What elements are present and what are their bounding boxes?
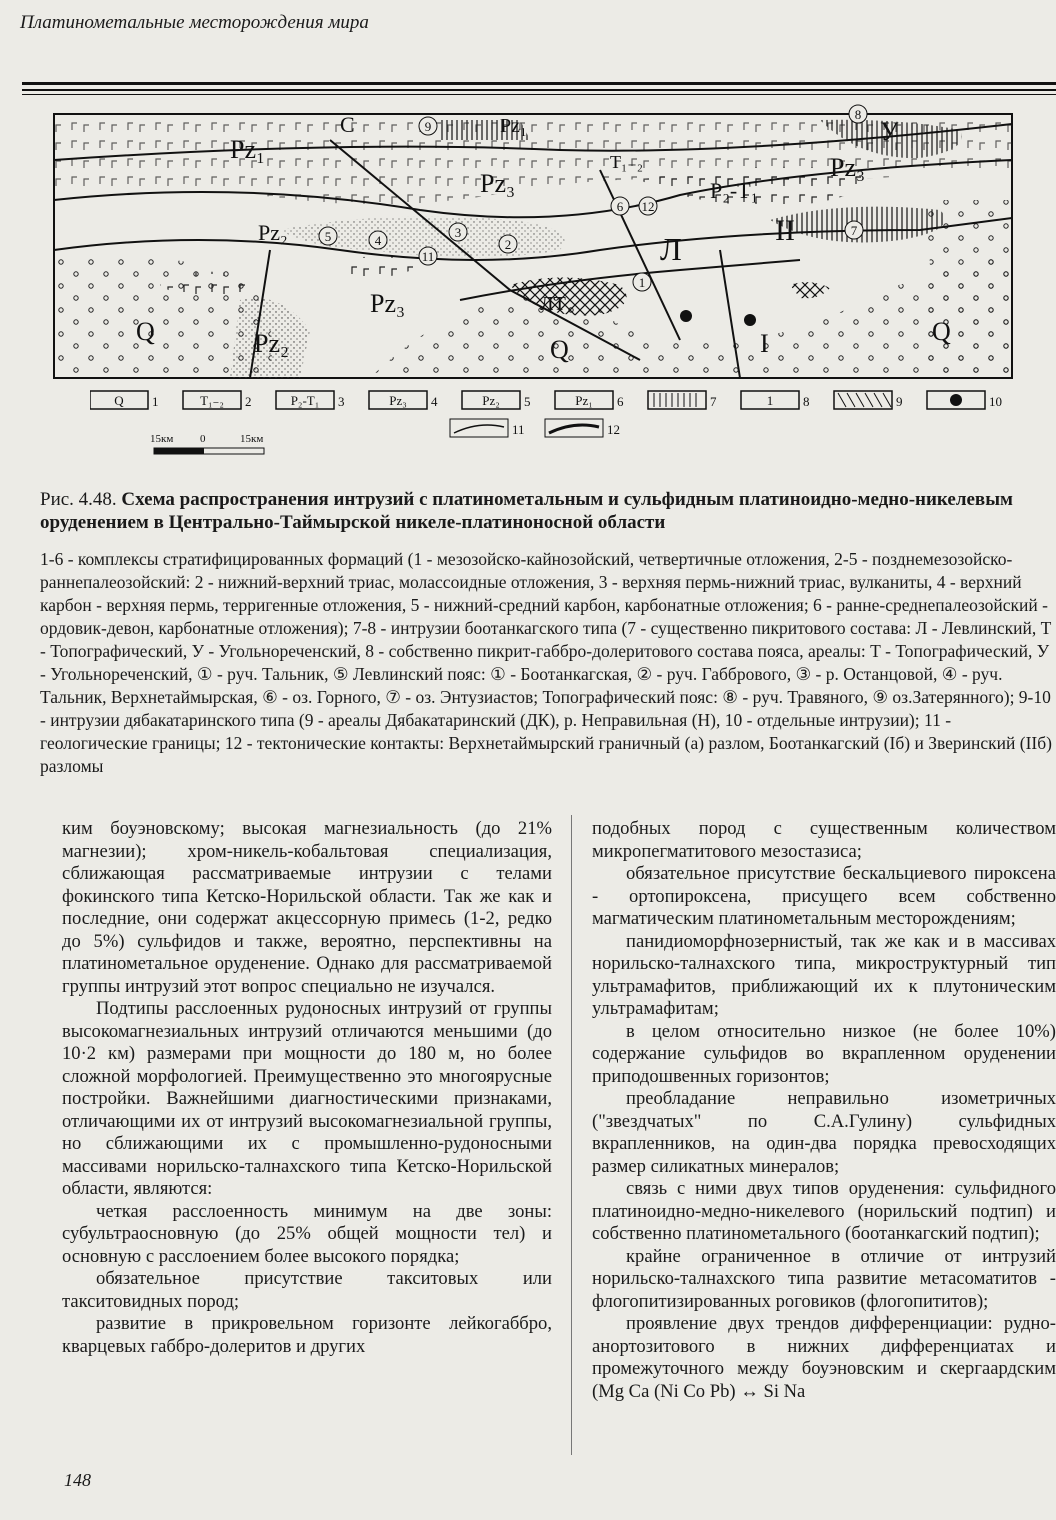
map-marker <box>419 117 437 135</box>
svg-text:8: 8 <box>803 394 810 409</box>
scale-bar <box>150 430 290 470</box>
paragraph: проявление двух трендов дифференциации: рудно-анортозитового в нижних дифференциатах и промежуточного между боуэновским и скергаардским (Mg Ca (Ni Co Pb) ↔ Si Na <box>592 1313 1056 1402</box>
legend-item <box>545 419 620 437</box>
svg-text:P₂-T₁: P₂-T₁ <box>290 393 320 408</box>
label-lt: ЛТ <box>540 293 566 315</box>
figure-caption <box>40 488 1056 534</box>
figure-label: Рис. 4.48. <box>40 489 117 510</box>
map-marker <box>499 235 517 253</box>
legend-item <box>183 391 252 409</box>
legend-item <box>369 391 438 409</box>
legend-item <box>741 391 810 409</box>
label-y: У <box>880 117 899 146</box>
svg-text:9: 9 <box>424 119 432 134</box>
map-marker <box>845 221 863 239</box>
legend-item <box>555 391 624 409</box>
paragraph: развитие в прикровельном горизонте лейкогаббро, кварцевых габбро-долеритов и других <box>62 1313 552 1357</box>
paragraph: ким боуэновскому; высокая магнезиальность (до 21% магнезии); хром-никель-кобальтовая специализация, сближающая рассматриваемые интрузии с телами фокинского типа Кетско-Норильской области. Так же как и последние, они содержат акцессорную примесь (1-2, редко до 5%) сульфидов и также, вероятно, перспективны на платинометальное оруденение. Однако для рассматриваемой группы интрузий этот вопрос специально не изучался. <box>62 818 552 997</box>
svg-text:6: 6 <box>616 199 624 214</box>
label-pz3: Pz₃ <box>480 169 516 198</box>
svg-text:2: 2 <box>245 394 252 409</box>
paragraph: Подтипы расслоенных рудоносных интрузий от группы высокомагнезиальных интрузий отличаются меньшими (до 10·2 км) размерами при мощности до 180 м, но более сложной морфологией. Преимущественно это многоярусные постройки. Важнейшими диагностическими признаками, отличающими их от интрузий высокомагнезиальной группы, но сближающими их с промышленно-рудоносными массивами норильско-талнахского типа Кетско-Норильской области, являются: <box>62 998 552 1199</box>
map-marker <box>639 197 657 215</box>
map-marker <box>419 247 437 265</box>
svg-text:9: 9 <box>896 394 903 409</box>
label-i: I <box>760 329 769 358</box>
header-rule <box>22 82 1056 85</box>
svg-text:11: 11 <box>421 249 435 264</box>
label-pz3: Pz₃ <box>370 289 406 318</box>
legend-item <box>276 391 345 409</box>
label-c: C <box>340 112 355 137</box>
svg-text:3: 3 <box>338 394 345 409</box>
paragraph: обязательное присутствие такситовых или такситовидных пород; <box>62 1268 552 1312</box>
legend-item <box>927 391 1002 409</box>
figure-legend-text: 1-6 - комплексы стратифицированных формаций (1 - мезозойско-кайнозойский, четвертичные отложения, 2-5 - позднемезозойско-раннепалеозойский: 2 - нижний-верхний триас, молассоидные отложения, 3 - верхняя пермь-нижний триас, вулканиты, 4 - верхний карбон - верхняя пермь, терригенные отложения, 5 - нижний-средний карбон, карбонатные отложения; 6 - ранне-среднепалеозойский - ордовик-девон, карбонатные отложения); 7-8 - интрузии боотанкагского типа (7 - существенно пикритового состава: Л - Левлинский, Т - Топографический, У - Угольнореченский, 8 - собственно пикрит-габбро-долеритового состава пояса, ареалы: Т - Топографический, У - Угольнореченский, ① - руч. Тальник, ⑤ Левлинский пояс: ① - Боотанкагская, ② - руч. Габбрового, ③ - р. Останцовой, ④ - руч. Тальник, Верхнетаймырская, ⑥ - оз. Горного, ⑦ - оз. Энтузиастов; Топографический пояс: ⑧ - руч. Травяного, ⑨ оз.Затерянного); 9-10 - интрузии дябакатаринского типа (9 - ареалы Дябакатаринский (ДК), р. Неправильная (Н), 10 - отдельные интрузии); 11 - геологические границы; 12 - тектонические контакты: Верхнетаймырский граничный (а) разлом, Боотанкагский (Iб) и Зверинский (IIб) разломы <box>40 549 1052 776</box>
svg-text:6: 6 <box>617 394 624 409</box>
svg-text:15км: 15км <box>240 433 264 445</box>
svg-text:5: 5 <box>524 394 531 409</box>
paragraph: в целом относительно низкое (не более 10%) содержание сульфидов во вкрапленном оруденении приподошвенных горизонтов; <box>592 1020 1056 1087</box>
label-pz1: Pz₁ <box>500 115 527 137</box>
map-marker <box>849 105 867 123</box>
label-pz1: Pz₁ <box>230 135 266 164</box>
svg-text:5: 5 <box>324 229 332 244</box>
right-column <box>592 818 1056 1403</box>
map-marker <box>369 231 387 249</box>
figure-title: Схема распространения интрузий с платинометальным и сульфидным платиноидно-медно-никелевым оруденением в Центрально-Таймырской никеле-платиноносной области <box>40 489 1013 533</box>
svg-text:1: 1 <box>766 393 774 408</box>
map-marker <box>633 273 651 291</box>
paragraph: преобладание неправильно изометричных ("звездчатых" по С.А.Гулину) сульфидных вкрапленников, на один-два порядка превосходящих размер силикатных минералов; <box>592 1088 1056 1177</box>
label-pz2: Pz₂ <box>258 220 288 245</box>
map-marker <box>319 227 337 245</box>
svg-text:Pz₃: Pz₃ <box>389 393 407 408</box>
svg-text:10: 10 <box>989 394 1002 409</box>
svg-text:8: 8 <box>854 107 862 122</box>
svg-text:1: 1 <box>638 275 646 290</box>
page-number: 148 <box>64 1470 91 1490</box>
map-marker <box>449 223 467 241</box>
paragraph: крайне ограниченное в отличие от интрузий норильско-талнахского типа развитие метасоматитов - флогопитизированных роговиков (флогопититов); <box>592 1245 1056 1312</box>
label-pz3: Pz₃ <box>830 153 866 182</box>
svg-text:Pz₂: Pz₂ <box>482 393 500 408</box>
svg-text:Q: Q <box>114 393 124 408</box>
svg-text:T₁₋₂: T₁₋₂ <box>200 393 224 408</box>
paragraph: четкая расслоенность минимум на две зоны: субультраосновную (до 25% общей мощности тел) и основную с расслоением более высокого порядка; <box>62 1200 552 1267</box>
header-rule <box>22 89 1056 91</box>
paragraph: подобных пород с существенным количеством микропегматитового мезостазиса; <box>592 818 1056 862</box>
label-q: Q <box>136 317 155 346</box>
svg-text:3: 3 <box>454 225 462 240</box>
svg-text:0: 0 <box>200 433 206 445</box>
svg-text:11: 11 <box>512 422 525 437</box>
svg-text:1: 1 <box>152 394 159 409</box>
paragraph: панидиоморфнозернистый, так же как и в массивах норильско-талнахского типа, микроструктурный тип ультрамафитов, приближающий их к плутоническим ультрамафитам; <box>592 930 1056 1019</box>
svg-text:12: 12 <box>607 422 620 437</box>
label-t12: T₁₋₂ <box>610 152 644 172</box>
svg-text:4: 4 <box>374 233 382 248</box>
left-column <box>62 818 552 1358</box>
svg-text:2: 2 <box>504 237 512 252</box>
label-q: Q <box>550 335 569 364</box>
running-header: Платинометальные месторождения мира <box>20 12 369 33</box>
label-ii: II <box>775 214 795 247</box>
paragraph: обязательное присутствие бескальциевого пироксена - ортопироксена, присущего всем собственно магматическим платинометальным месторождениям; <box>592 863 1056 929</box>
column-divider <box>571 815 572 1455</box>
paragraph: связь с ними двух типов оруденения: сульфидного платиноидно-медно-никелевого (норильский подтип) и собственно платинометального (боотанкагский подтип); <box>592 1178 1056 1244</box>
svg-text:12: 12 <box>641 199 655 214</box>
label-pz2: Pz₂ <box>254 329 290 358</box>
svg-text:Pz₁: Pz₁ <box>575 393 593 408</box>
svg-text:4: 4 <box>431 394 438 409</box>
svg-text:7: 7 <box>850 223 858 238</box>
legend-item <box>648 391 717 409</box>
label-p2t1: P₂-T₁ <box>710 178 759 203</box>
geological-map <box>40 100 1040 390</box>
header-rule <box>22 94 1056 95</box>
legend-item <box>90 391 159 409</box>
map-marker <box>611 197 629 215</box>
label-q: Q <box>932 317 951 346</box>
label-l: Л <box>660 231 682 267</box>
svg-text:7: 7 <box>710 394 717 409</box>
svg-text:15км: 15км <box>150 433 174 445</box>
legend-item <box>462 391 531 409</box>
legend-item <box>834 391 903 409</box>
legend-item <box>450 419 525 437</box>
